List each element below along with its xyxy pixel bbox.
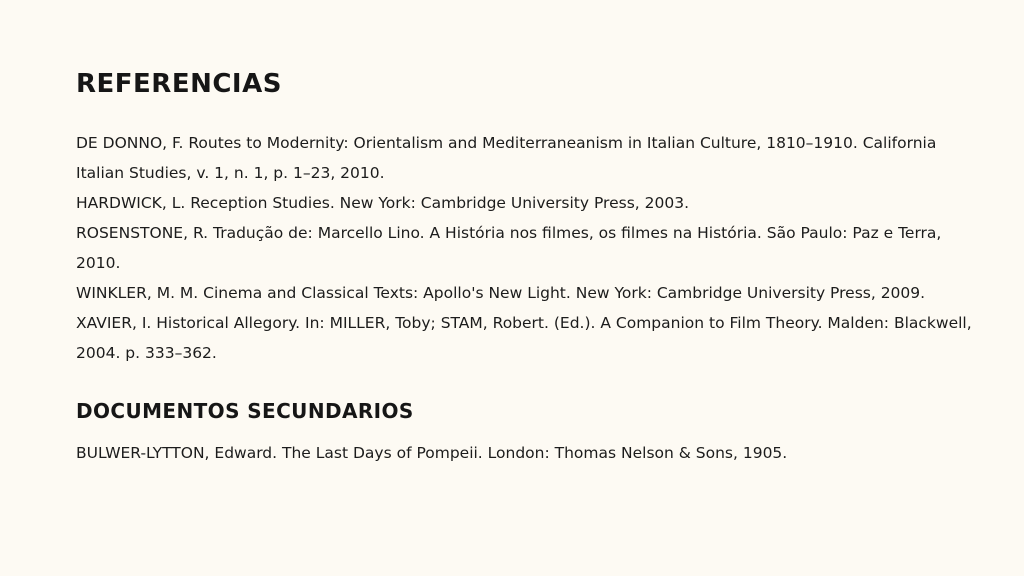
reference-item: XAVIER, I. Historical Allegory. In: MILLER, Toby; STAM, Robert. (Ed.). A Companion to Film Theory. Malden: Blackwell, 2004. p. 333–362.: [76, 314, 972, 362]
reference-item: ROSENSTONE, R. Tradução de: Marcello Lino. A História nos filmes, os filmes na História. São Paulo: Paz e Terra, 2010.: [76, 224, 942, 272]
references-list: [76, 128, 976, 368]
reference-item: WINKLER, M. M. Cinema and Classical Texts: Apollo's New Light. New York: Cambridge University Press, 2009.: [76, 284, 926, 302]
secondary-documents-list: [76, 438, 976, 468]
slide-content: [76, 64, 976, 468]
reference-item: BULWER-LYTTON, Edward. The Last Days of Pompeii. London: Thomas Nelson & Sons, 1905.: [76, 444, 788, 462]
secondary-documents-heading: DOCUMENTOS SECUNDARIOS: [76, 399, 414, 423]
reference-item: HARDWICK, L. Reception Studies. New York: Cambridge University Press, 2003.: [76, 194, 690, 212]
references-heading: REFERENCIAS: [76, 69, 282, 99]
reference-item: DE DONNO, F. Routes to Modernity: Orientalism and Mediterraneanism in Italian Culture, 1810–1910. California Italian Studies, v. 1, n. 1, p. 1–23, 2010.: [76, 134, 937, 182]
